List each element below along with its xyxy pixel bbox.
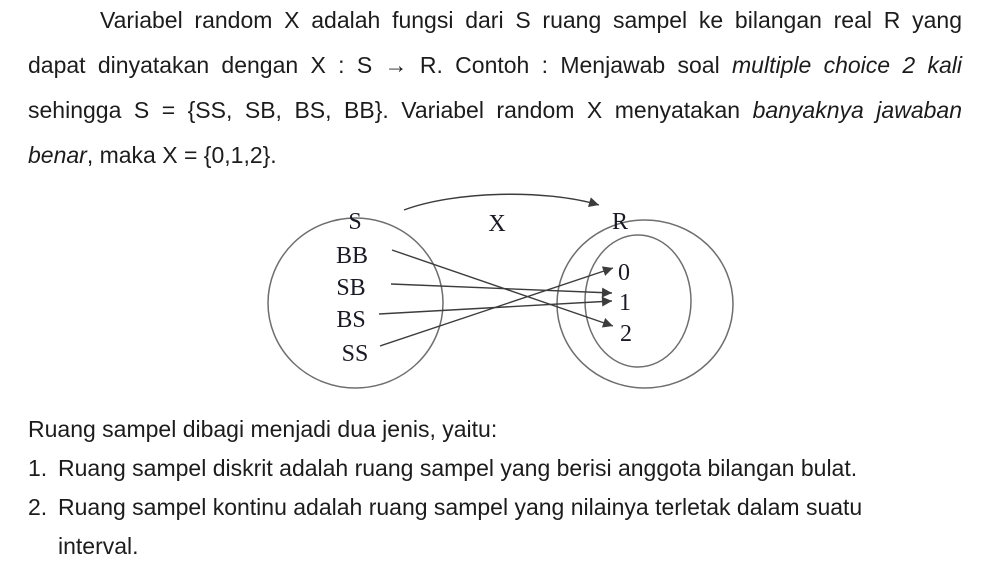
domain-element-bb: BB (335, 243, 369, 269)
list-item-2 (28, 488, 962, 566)
italic-phrase: multiple choice 2 kali (732, 52, 963, 78)
list-text (58, 488, 962, 566)
text-segment: , maka X = {0,1,2}. (86, 142, 277, 168)
codomain-outer-ellipse (557, 220, 733, 388)
list-text-line: Ruang sampel kontinu adalah ruang sampel yang nilainya terletak dalam suatu (58, 494, 863, 520)
italic-phrase: benar (28, 142, 87, 168)
text-segment: R. Contoh : Menjawab soal (407, 52, 733, 78)
intro-line-4 (28, 133, 962, 178)
intro-line-3 (28, 88, 962, 133)
intro-line-2 (28, 43, 962, 88)
label-set-s: S (348, 209, 362, 235)
domain-element-sb: SB (336, 275, 366, 301)
intro-paragraph (28, 0, 962, 178)
list-text: Ruang sampel diskrit adalah ruang sampel yang berisi anggota bilangan bulat. (58, 455, 858, 481)
mapping-diagram (250, 180, 750, 405)
right-arrow-symbol: → (384, 52, 408, 78)
mapping-arrow-sb-to-1 (391, 284, 612, 293)
domain-element-bs: BS (336, 307, 366, 333)
intro-line-1 (28, 0, 962, 43)
label-function-x: X (488, 211, 506, 237)
text-segment: Variabel random X adalah fungsi dari S ruang sampel ke bilangan real R yang (100, 7, 962, 33)
text-segment: sehingga S = {SS, SB, BS, BB}. Variabel random X menyatakan (28, 97, 753, 123)
list-item-1 (28, 449, 962, 488)
section-intro: Ruang sampel dibagi menjadi dua jenis, yaitu: (28, 416, 498, 442)
sample-space-section (28, 410, 962, 566)
range-element-2: 2 (620, 321, 632, 347)
list-number: 1. (28, 455, 48, 481)
domain-element-ss: SS (341, 341, 369, 367)
text-segment: dapat dinyatakan dengan X : S (28, 52, 385, 78)
mapping-arrow-ss-to-0 (380, 268, 613, 346)
label-set-r: R (611, 209, 629, 235)
function-arrow (404, 194, 599, 210)
italic-phrase: banyaknya jawaban (752, 97, 962, 123)
list-number: 2. (28, 494, 48, 520)
range-element-1: 1 (619, 290, 631, 316)
range-element-0: 0 (618, 260, 630, 286)
list-text-line: interval. (58, 533, 139, 559)
